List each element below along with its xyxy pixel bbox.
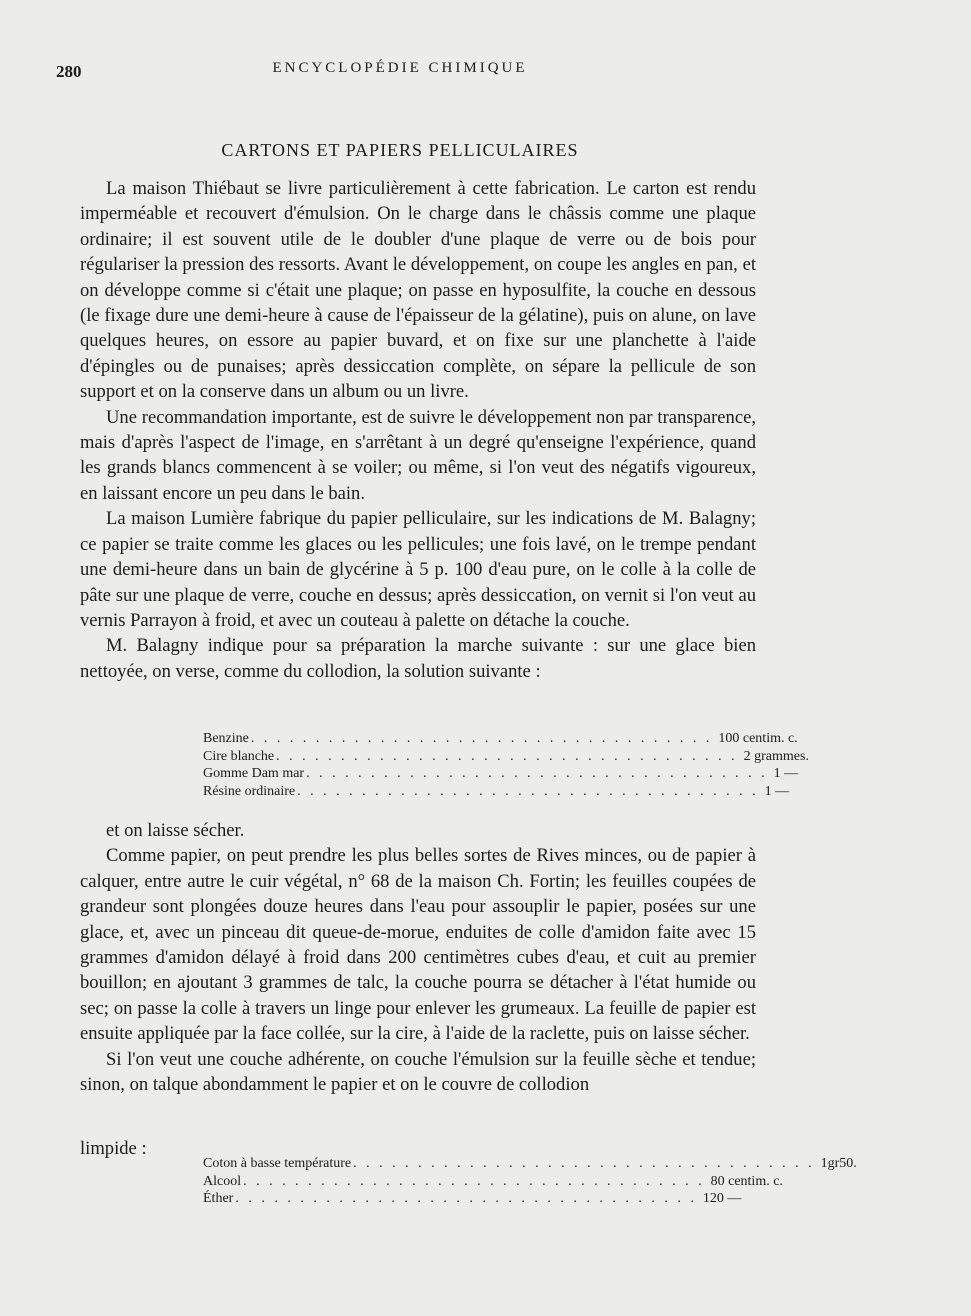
ingredient-name: Gomme Dam mar	[203, 766, 305, 781]
ingredient-quantity: 1gr50.	[820, 1156, 857, 1171]
section-title: CARTONS ET PAPIERS PELLICULAIRES	[221, 140, 579, 160]
paragraph: M. Balagny indique pour sa préparation la marche suivante : sur une glace bien nettoyée, on verse, comme du collodion, la solution suivante :	[80, 635, 756, 682]
ingredient-quantity: 80 centim. c.	[710, 1173, 783, 1189]
paragraph: Une recommandation importante, est de suivre le développement non par transparence, mais d'après l'aspect de l'image, en s'arrêtant à un degré qu'enseigne l'expérience, quand les grands blancs commencent à se voiler; ou même, si l'on veut des négatifs vigoureux, en laissant encore un peu dans le bain.	[80, 406, 756, 504]
recipe-row	[203, 1155, 857, 1173]
recipe-row	[203, 730, 798, 748]
recipe-row	[203, 1173, 783, 1191]
leader-dots: . . . . . . . . . . . . . . . . . . . . . . . . . . . . . . . . . . . .	[306, 766, 768, 781]
body-block-2	[80, 818, 756, 1097]
recipe-row	[203, 748, 809, 766]
running-title: ENCYCLOPÉDIE CHIMIQUE	[272, 60, 528, 76]
body-block-1	[80, 176, 756, 684]
paragraph: La maison Thiébaut se livre particulièrement à cette fabrication. Le carton est rendu imperméable et recouvert d'émulsion. On le charge dans le châssis comme une plaque ordinaire; il est souvent utile de le doubler d'une plaque de verre ou de bois pour régulariser la pression des ressorts. Avant le développement, on coupe les angles en pan, et on développe comme si c'était une plaque; on passe en hyposulfite, la couche en dessous (le fixage dure une demi-heure à cause de l'épaisseur de la gélatine), puis on alune, on lave quelques heures, on essore au papier buvard, et on fixe sur une planchette à l'aide d'épingles ou de punaises; après dessiccation complète, on sépare la pellicule de son support et on la conserve dans un album ou un livre.	[80, 178, 756, 403]
paragraph-end-word: limpide :	[80, 1138, 147, 1159]
ingredient-quantity: 100 centim. c.	[718, 731, 798, 746]
leader-dots: . . . . . . . . . . . . . . . . . . . . . . . . . . . . . . . . . . . .	[235, 1191, 697, 1206]
leader-dots: . . . . . . . . . . . . . . . . . . . . . . . . . . . . . . . . . . . .	[250, 731, 713, 746]
recipe-table-1	[203, 730, 809, 800]
ingredient-quantity: 1 —	[773, 766, 799, 781]
ingredient-quantity: 120 —	[702, 1191, 742, 1206]
ingredient-name: Éther	[203, 1191, 234, 1206]
leader-dots: . . . . . . . . . . . . . . . . . . . . . . . . . . . . . . . . . . . .	[276, 748, 738, 764]
ingredient-name: Coton à basse température	[203, 1156, 352, 1171]
paragraph: Comme papier, on peut prendre les plus belles sortes de Rives minces, ou de papier à calquer, entre autre le cuir végétal, n° 68 de la maison Ch. Fortin; les feuilles coupées de grandeur sont plongées douze heures dans l'eau pour assouplir le papier, posées sur une glace, et, avec un pinceau dit queue-de-morue, enduites de colle d'amidon faite avec 15 grammes d'amidon délayé à froid dans 200 centimètres cubes d'eau, et cuit au premier bouillon; en ajoutant 3 grammes de talc, la couche pourra se détacher à l'état humide ou sec; on passe la colle à travers un linge pour enlever les grumeaux. La feuille de papier est ensuite appliquée par la face collée, sur la cire, à l'aide de la raclette, puis on laisse sécher.	[80, 845, 756, 1045]
paragraph: Si l'on veut une couche adhérente, on couche l'émulsion sur la feuille sèche et tendue; sinon, on talque abondamment le papier et on le couvre de collodion	[80, 1048, 756, 1096]
recipe-row	[203, 783, 790, 801]
paragraph: La maison Lumière fabrique du papier pelliculaire, sur les indications de M. Balagny; ce papier se traite comme les glaces ou les pellicules; une fois lavé, on le trempe pendant une demi-heure dans un bain de glycérine à 5 p. 100 d'eau pure, on le colle à la colle de pâte sur une plaque de verre, couche en dessus; après dessiccation, on vernit si l'on veut au vernis Parrayon à froid, et avec un couteau à palette on détache la couche.	[80, 508, 756, 631]
paragraph: et on laisse sécher.	[106, 820, 245, 841]
leader-dots: . . . . . . . . . . . . . . . . . . . . . . . . . . . . . . . . . . . .	[353, 1156, 815, 1171]
ingredient-name: Benzine	[203, 731, 249, 746]
ingredient-name: Alcool	[203, 1173, 242, 1189]
ingredient-quantity: 1 —	[764, 783, 790, 799]
recipe-row	[203, 765, 799, 783]
leader-dots: . . . . . . . . . . . . . . . . . . . . . . . . . . . . . . . . . . . .	[297, 783, 759, 799]
ingredient-name: Résine ordinaire	[203, 783, 296, 799]
recipe-table-2	[203, 1155, 857, 1208]
ingredient-name: Cire blanche	[203, 748, 275, 764]
page-number: 280	[56, 62, 82, 81]
leader-dots: . . . . . . . . . . . . . . . . . . . . . . . . . . . . . . . . . . . .	[243, 1173, 705, 1189]
recipe-row	[203, 1190, 742, 1208]
ingredient-quantity: 2 grammes.	[743, 748, 809, 764]
